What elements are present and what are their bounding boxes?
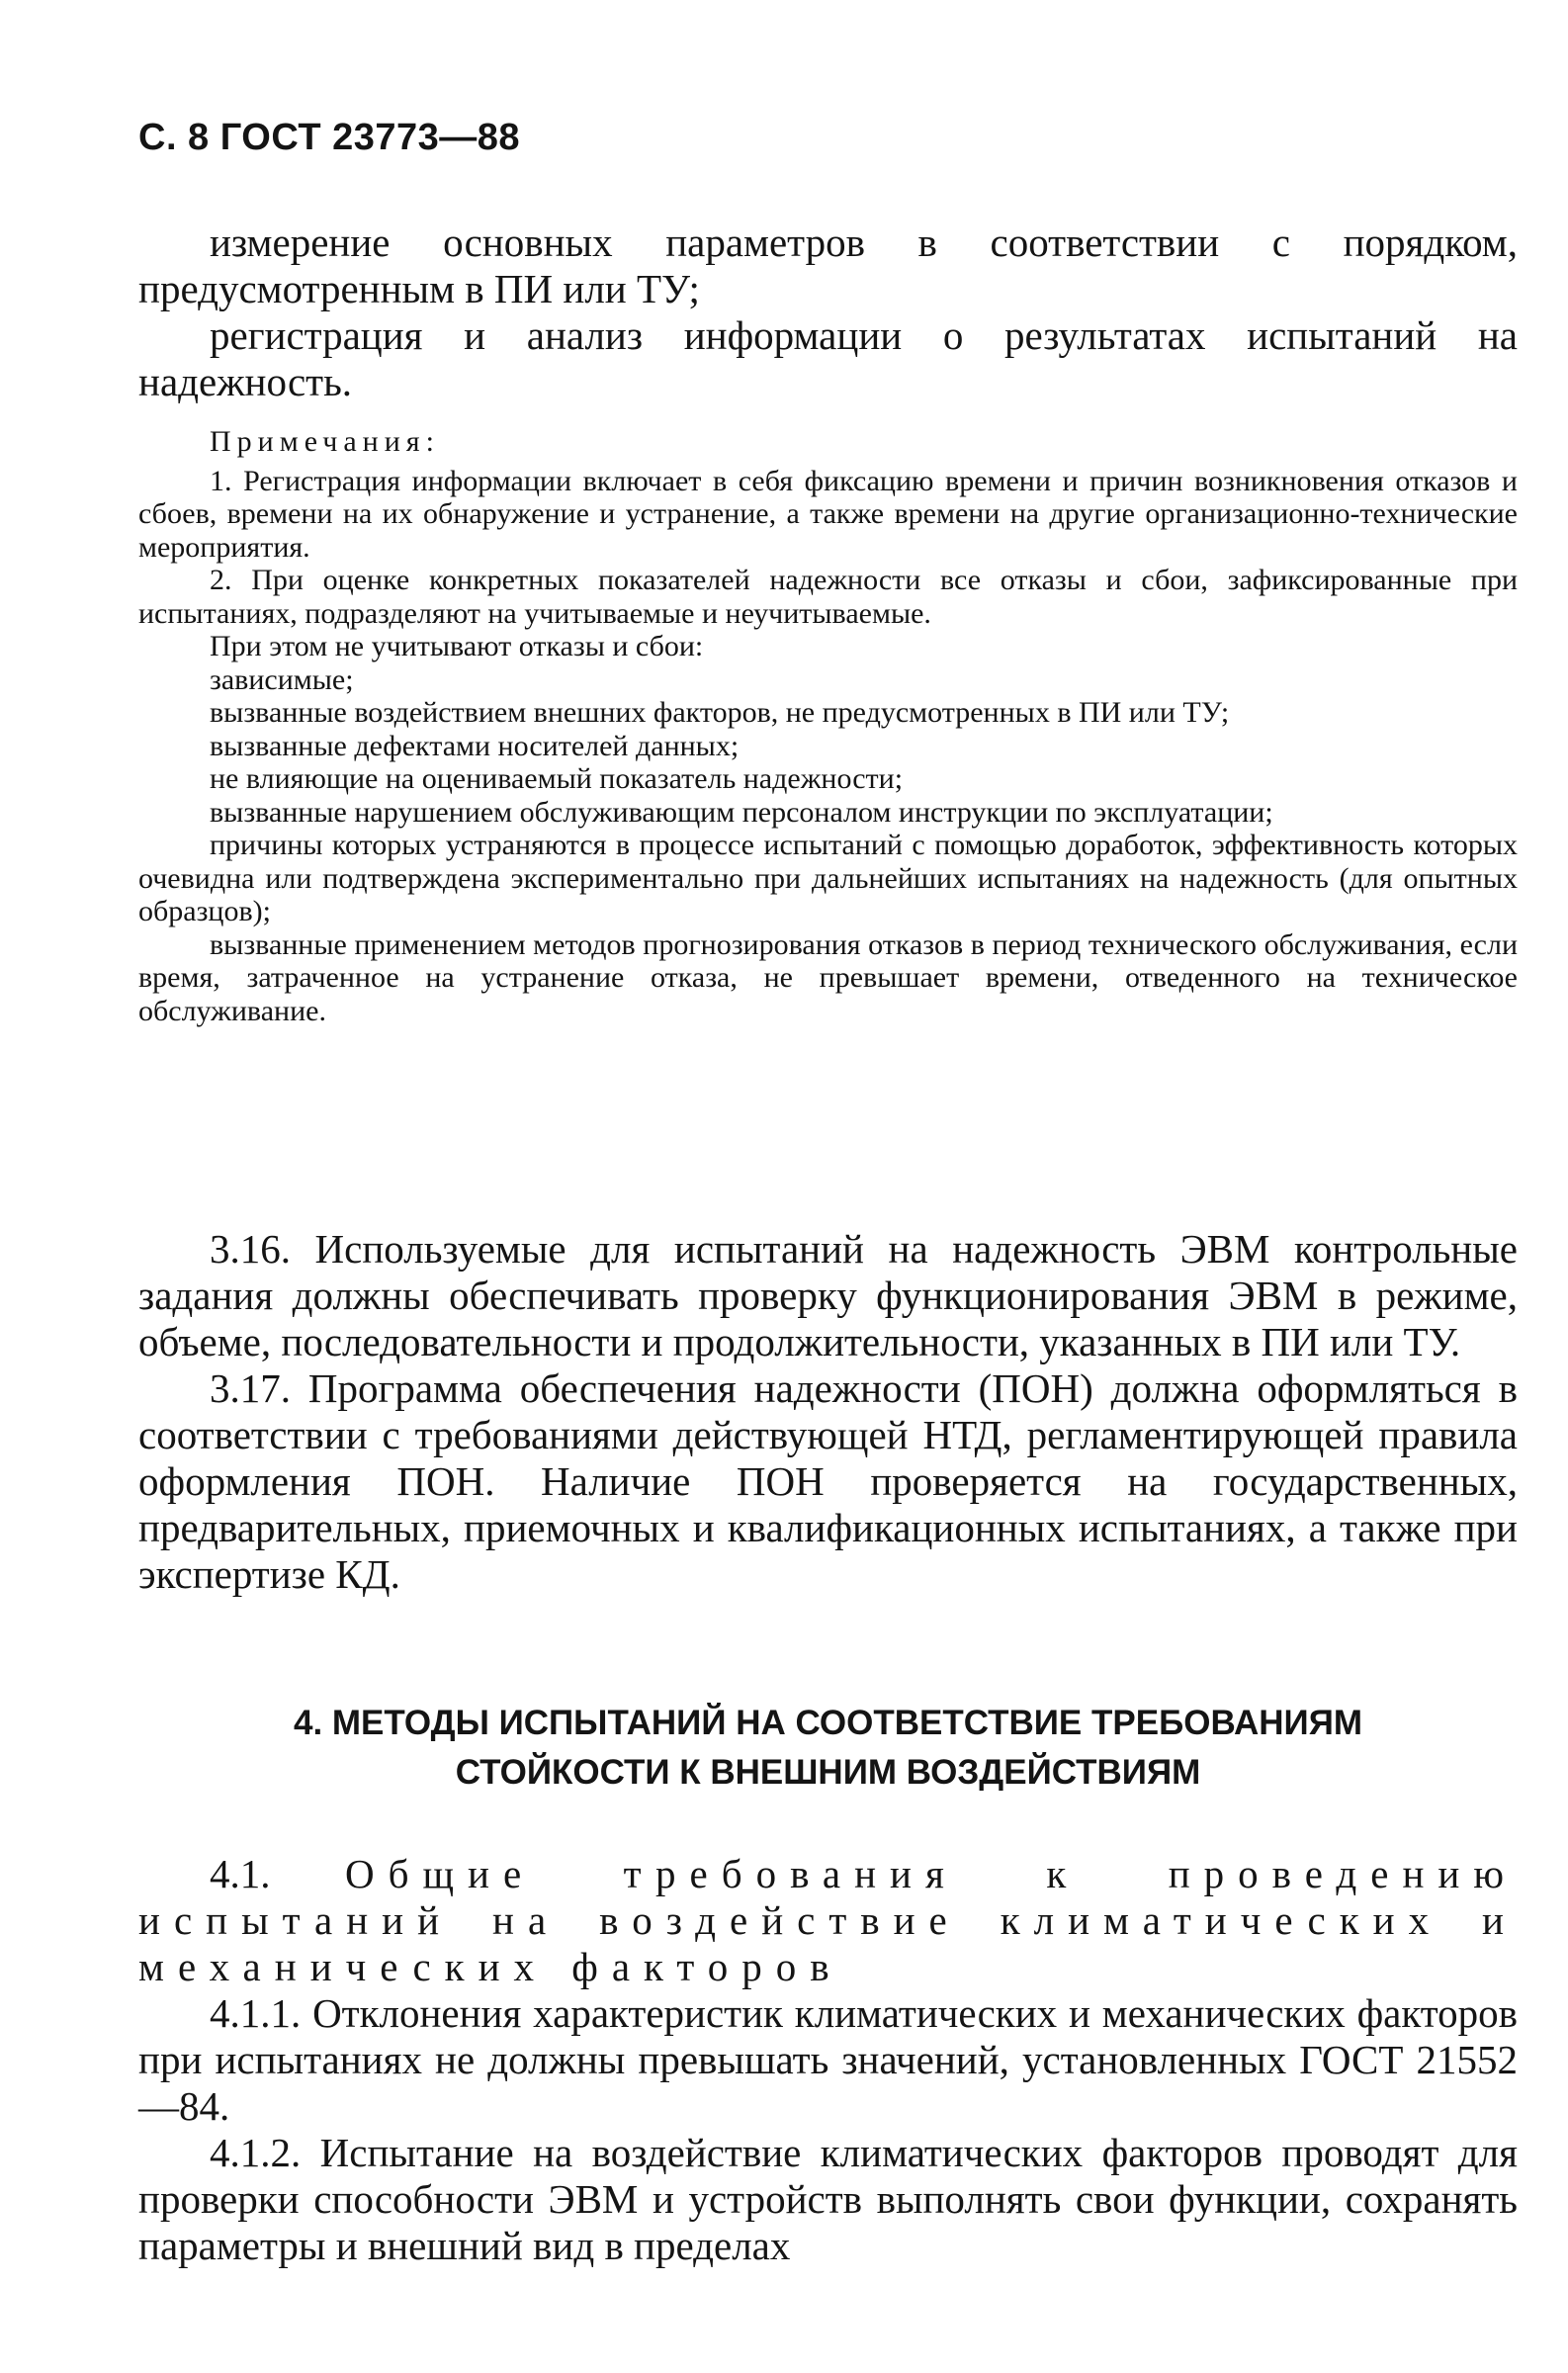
note-list-item: не влияющие на оцениваемый показатель надежности; — [210, 762, 904, 795]
note-list-item: зависимые; — [210, 662, 354, 696]
intro-item: измерение основных параметров в соответствии с порядком, предусмотренным в ПИ или ТУ; — [138, 220, 1518, 311]
clauses-3 — [138, 1226, 1518, 1598]
clause-3-17: 3.17. Программа обеспечения надежности (ПОН) должна оформляться в соответствии с требованиями действующей НТД, регламентирующей правила оформления ПОН. Наличие ПОН проверяется на государственных, предварительных, приемочных и квалификационных испытаниях, а также при экспертизе КД. — [138, 1365, 1518, 1597]
section-4-title-line-2: СТОЙКОСТИ К ВНЕШНИМ ВОЗДЕЙСТВИЯМ — [455, 1753, 1201, 1792]
section-4-title-line-1: 4. МЕТОДЫ ИСПЫТАНИЙ НА СООТВЕТСТВИЕ ТРЕБОВАНИЯМ — [293, 1704, 1363, 1742]
clause-4-1-2: 4.1.2. Испытание на воздействие климатических факторов проводят для проверки способности ЭВМ и устройств выполнять свои функции, сохранять параметры и внешний вид в пределах — [138, 2130, 1518, 2268]
note-list-item: вызванные воздействием внешних факторов, не предусмотренных в ПИ или ТУ; — [210, 696, 1230, 729]
notes-lead: При этом не учитывают отказы и сбои: — [210, 630, 704, 662]
note-list-item: вызванные дефектами носителей данных; — [210, 729, 740, 762]
note-list-item: вызванные применением методов прогнозирования отказов в период технического обслуживания, если время, затраченное на устранение отказа, не превышает времени, отведенного на техническое обслуживание. — [138, 927, 1518, 1027]
clause-4-1-number: 4.1. — [210, 1851, 271, 1896]
page-header: С. 8 ГОСТ 23773—88 — [138, 117, 521, 158]
clause-4-1-1: 4.1.1. Отклонения характеристик климатических и механических факторов при испытаниях не должны превышать значений, установленных ГОСТ 21552—84. — [138, 1990, 1518, 2129]
notes-title: Примечания: — [210, 425, 440, 458]
note-2: 2. При оценке конкретных показателей надежности все отказы и сбои, зафиксированные при испытаниях, подразделяют на учитываемые и неучитываемые. — [138, 564, 1518, 630]
notes-block — [138, 425, 1518, 1027]
clause-3-16: 3.16. Используемые для испытаний на надежность ЭВМ контрольные задания должны обеспечивать проверку функционирования ЭВМ в режиме, объеме, последовательности и продолжительности, указанных в ПИ или ТУ. — [138, 1226, 1518, 1364]
note-1: 1. Регистрация информации включает в себя фиксацию времени и причин возникновения отказов и сбоев, времени на их обнаружение и устранение, а также времени на другие организационно-технические мероприятия. — [138, 464, 1518, 564]
intro-item: регистрация и анализ информации о результатах испытаний на надежность. — [138, 312, 1518, 404]
intro-list — [138, 220, 1518, 405]
section-4-heading — [138, 1699, 1518, 1798]
clause-4-1 — [138, 1851, 1518, 1990]
section-4-body — [138, 1851, 1518, 2269]
note-list-item: причины которых устраняются в процессе испытаний с помощью доработок, эффективность которых очевидна или подтверждена экспериментально при дальнейших испытаниях на надежность (для опытных образцов); — [138, 829, 1518, 927]
clause-4-1-title: Общие требования к проведению испытаний на воздействие климатических и механических факторов — [138, 1851, 1518, 1989]
note-list-item: вызванные нарушением обслуживающим персоналом инструкции по эксплуатации; — [210, 795, 1273, 829]
